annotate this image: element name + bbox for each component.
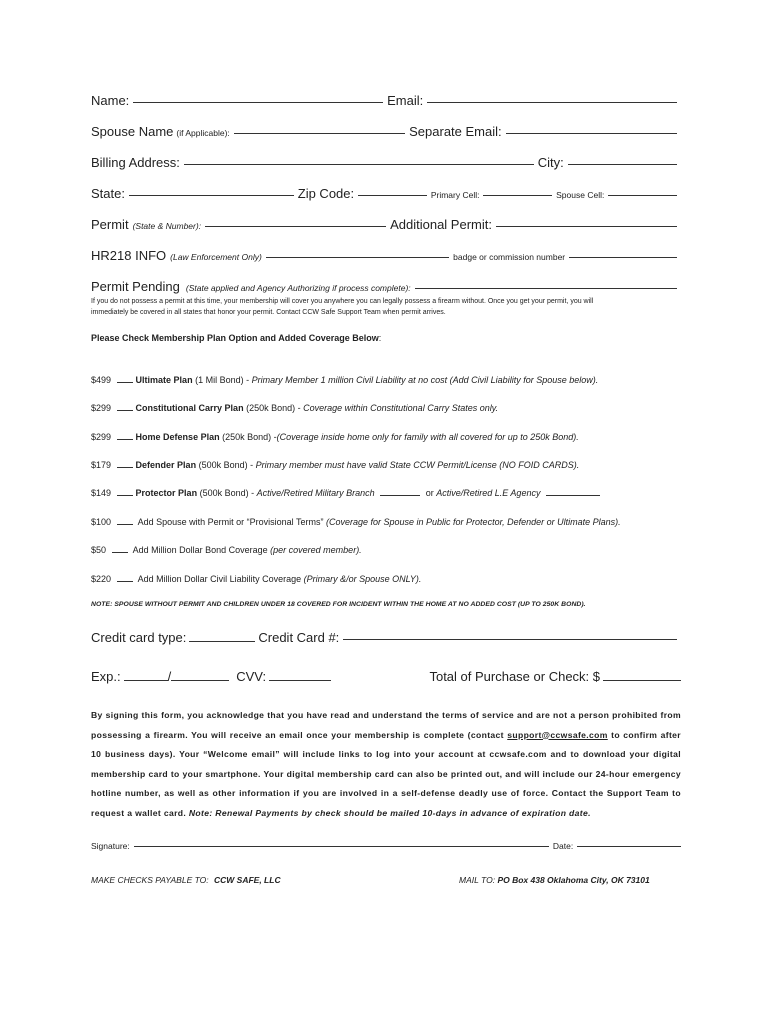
email-field[interactable] <box>427 102 677 103</box>
total-label: Total of Purchase or Check: $ <box>429 669 600 684</box>
hr218-row <box>91 248 681 263</box>
plan-desc: Primary Member 1 million Civil Liability at no cost (Add Civil Liability for Spouse below). <box>251 375 599 385</box>
permit-pending-row <box>91 279 681 294</box>
badge-field[interactable] <box>569 257 677 258</box>
plans-heading <box>91 333 681 343</box>
plan-name: Home Defense Plan <box>135 432 220 442</box>
permit-pending-field[interactable] <box>415 288 677 289</box>
plan-desc2: Active/Retired L.E Agency <box>436 488 541 498</box>
plan-bond: (500k Bond) - <box>198 460 254 470</box>
cvv-label: CVV: <box>236 669 267 684</box>
plan-price: $179 <box>91 460 112 470</box>
plan-desc-or: or <box>425 488 434 498</box>
plan-option-constitutional <box>91 403 681 413</box>
permit-field[interactable] <box>205 226 386 227</box>
plans-heading-text: Please Check Membership Plan Option and Added Coverage Below <box>91 333 379 343</box>
card-type-label: Credit card type: <box>91 630 187 645</box>
additional-permit-label: Additional Permit: <box>390 217 492 232</box>
plan-option-ultimate <box>91 375 681 385</box>
state-label: State: <box>91 186 125 201</box>
le-agency-field[interactable] <box>546 495 600 496</box>
addon-checkbox-line[interactable] <box>117 581 133 582</box>
spouse-row <box>91 124 681 139</box>
addon-text: Add Spouse with Permit or “Provisional Terms” <box>137 517 324 527</box>
plan-bond: (250k Bond) - <box>246 403 301 413</box>
name-field[interactable] <box>133 102 383 103</box>
plan-option-home-defense <box>91 432 681 442</box>
spouse-cell-field[interactable] <box>608 195 677 196</box>
addon-desc: (Primary &/or Spouse ONLY). <box>303 574 422 584</box>
signature-row <box>91 841 681 851</box>
email-label: Email: <box>387 93 424 108</box>
separate-email-field[interactable] <box>506 133 677 134</box>
plan-checkbox-line[interactable] <box>117 439 133 440</box>
permit-pending-label: Permit Pending <box>91 279 180 294</box>
plan-name: Constitutional Carry Plan <box>135 403 244 413</box>
plan-name: Ultimate Plan <box>135 375 193 385</box>
permit-note: (State & Number): <box>132 221 202 231</box>
addon-text: Add Million Dollar Bond Coverage <box>132 545 268 555</box>
plan-price: $149 <box>91 488 112 498</box>
plan-price: $299 <box>91 403 112 413</box>
permit-row <box>91 217 681 232</box>
mail-address: PO Box 438 Oklahoma City, OK 73101 <box>497 875 650 885</box>
footer-row <box>91 875 681 885</box>
addon-price: $50 <box>91 545 107 555</box>
card-type-field[interactable] <box>189 641 255 642</box>
spouse-name-field[interactable] <box>234 133 405 134</box>
plan-name: Protector Plan <box>135 488 198 498</box>
mail-to <box>459 875 650 885</box>
name-label: Name: <box>91 93 130 108</box>
state-field[interactable] <box>129 195 294 196</box>
hr218-note: (Law Enforcement Only) <box>170 252 262 262</box>
plan-option-protector <box>91 488 681 498</box>
spouse-name-label: Spouse Name <box>91 124 174 139</box>
card-number-field[interactable] <box>343 639 677 640</box>
signature-field[interactable] <box>134 846 549 847</box>
exp-month-field[interactable] <box>124 680 168 681</box>
exp-separator: / <box>167 669 172 684</box>
spouse-cell-label: Spouse Cell: <box>556 190 605 200</box>
plan-desc: (Coverage inside home only for family with all covered for up to 250k Bond). <box>276 432 579 442</box>
coverage-note: NOTE: SPOUSE WITHOUT PERMIT AND CHILDREN UNDER 18 COVERED FOR INCIDENT WITHIN THE HOME AT NO ADDED COST (UP TO 250K BOND). <box>91 601 586 608</box>
state-row <box>91 186 681 201</box>
mail-label: MAIL TO: <box>459 875 496 885</box>
payable-label: MAKE CHECKS PAYABLE TO: <box>91 875 209 885</box>
hr218-label: HR218 INFO <box>91 248 167 263</box>
plan-name: Defender Plan <box>135 460 197 470</box>
plan-bond: (1 Mil Bond) - <box>195 375 250 385</box>
addon-price: $100 <box>91 517 112 527</box>
plan-desc: Primary member must have valid State CCW Permit/License (NO FOID CARDS). <box>255 460 580 470</box>
plan-price: $299 <box>91 432 112 442</box>
terms-part1: By signing this form, you acknowledge that you have read and understand the terms of service and are not a person prohibited from possessing a firearm. You will receive an email once your membership is complete (contact <box>91 710 681 740</box>
payable-name: CCW SAFE, LLC <box>214 875 281 885</box>
terms-part2: to confirm after 10 business days). Your “Welcome email” will include links to log into your account at ccwsafe.com and to download your digital membership card to your smartphone. Your digital membership card can also be printed out, and will include our 24-hour emergency hotline number, as well as other information if you are involved in a self-defense deadly use of force. Contact the Support Team to request a wallet card. <box>91 729 681 818</box>
signature-label: Signature: <box>91 841 130 851</box>
permit-label: Permit <box>91 217 129 232</box>
plan-bond: (500k Bond) - <box>199 488 255 498</box>
city-field[interactable] <box>568 164 677 165</box>
plan-desc: Active/Retired Military Branch <box>256 488 375 498</box>
plan-option-defender <box>91 460 681 470</box>
plan-checkbox-line[interactable] <box>117 382 133 383</box>
plan-checkbox-line[interactable] <box>117 467 133 468</box>
separate-email-label: Separate Email: <box>409 124 502 139</box>
primary-cell-field[interactable] <box>483 195 552 196</box>
additional-permit-field[interactable] <box>496 226 677 227</box>
city-label: City: <box>537 155 564 170</box>
exp-label: Exp.: <box>91 669 121 684</box>
cvv-field[interactable] <box>269 680 331 681</box>
permit-info <box>91 296 681 318</box>
permit-pending-note: (State applied and Agency Authorizing if process complete): <box>185 283 411 293</box>
permit-info-line2: immediately be covered in all states that honor your permit. Contact CCW Safe Support Team when permit arrives. <box>91 309 446 316</box>
addon-text: Add Million Dollar Civil Liability Coverage <box>137 574 302 584</box>
expiry-row <box>91 669 681 684</box>
card-number-label: Credit Card #: <box>258 630 340 645</box>
addon-checkbox-line[interactable] <box>112 552 128 553</box>
date-field[interactable] <box>577 846 681 847</box>
plan-bond: (250k Bond) - <box>222 432 277 442</box>
hr218-field[interactable] <box>266 257 449 258</box>
plan-price: $499 <box>91 375 112 385</box>
billing-address-field[interactable] <box>184 164 534 165</box>
addon-desc: (per covered member). <box>270 545 362 555</box>
addon-price: $220 <box>91 574 112 584</box>
support-email-link[interactable]: support@ccwsafe.com <box>507 729 608 740</box>
plan-desc: Coverage within Constitutional Carry States only. <box>303 403 499 413</box>
total-field[interactable] <box>603 680 681 681</box>
addon-desc: (Coverage for Spouse in Public for Protector, Defender or Ultimate Plans). <box>325 517 621 527</box>
terms-paragraph <box>91 706 681 823</box>
addon-bond <box>91 545 681 555</box>
zip-field[interactable] <box>358 195 427 196</box>
exp-year-field[interactable] <box>171 680 229 681</box>
plans-heading-colon: : <box>378 333 382 343</box>
terms-note: Note: Renewal Payments by check should be mailed 10-days in advance of expiration date. <box>188 807 591 818</box>
billing-row <box>91 155 681 170</box>
name-email-row <box>91 93 681 108</box>
billing-address-label: Billing Address: <box>91 155 180 170</box>
permit-info-line1: If you do not possess a permit at this time, your membership will cover you anywhere you can legally possess a firearm without. Once you get your permit, you will <box>91 298 594 305</box>
badge-label: badge or commission number <box>453 252 566 262</box>
addon-checkbox-line[interactable] <box>117 524 133 525</box>
zip-label: Zip Code: <box>297 186 355 201</box>
credit-card-row <box>91 630 681 645</box>
primary-cell-label: Primary Cell: <box>430 190 480 200</box>
military-branch-field[interactable] <box>380 495 420 496</box>
addon-liability <box>91 574 681 584</box>
plan-checkbox-line[interactable] <box>117 495 133 496</box>
date-label: Date: <box>552 841 574 851</box>
spouse-name-note: (if Applicable): <box>176 128 230 138</box>
plan-checkbox-line[interactable] <box>117 410 133 411</box>
addon-spouse <box>91 517 681 527</box>
